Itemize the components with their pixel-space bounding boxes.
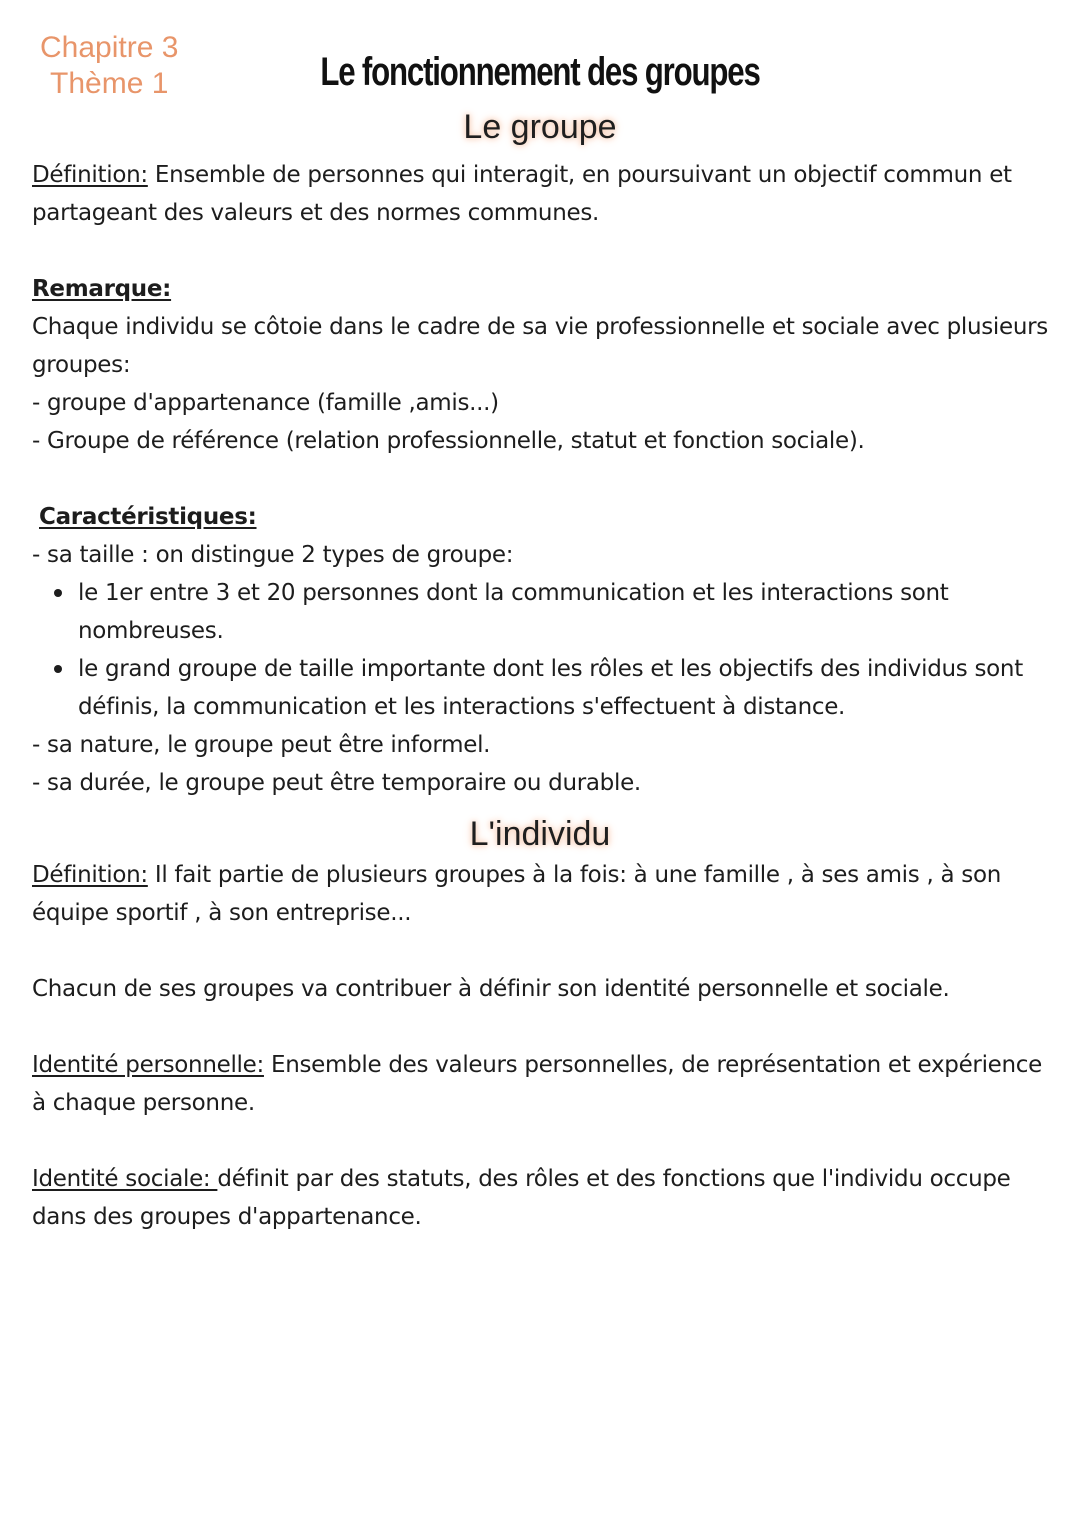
size-bullet-list [32, 574, 1052, 726]
remark-item: - Groupe de référence (relation professionnelle, statut et fonction sociale). [32, 428, 865, 454]
theme-number: Thème 1 [50, 67, 169, 100]
duration-line: - sa durée, le groupe peut être temporaire ou durable. [32, 770, 641, 796]
social-identity-text: définit par des statuts, des rôles et des fonctions que l'individu occupe dans des groupes d'appartenance. [32, 1166, 1011, 1230]
nature-line: - sa nature, le groupe peut être informel. [32, 732, 491, 758]
social-identity-label: Identité sociale: [32, 1166, 218, 1192]
size-line: - sa taille : on distingue 2 types de groupe: [32, 542, 514, 568]
social-identity-paragraph [32, 1160, 1052, 1236]
section-individu-content [32, 856, 1052, 1236]
list-item: le grand groupe de taille importante dont les rôles et les objectifs des individus sont définis, la communication et les interactions s'effectuent à distance. [32, 650, 1052, 726]
list-item: le 1er entre 3 et 20 personnes dont la communication et les interactions sont nombreuses. [32, 574, 1052, 650]
remark-heading: Remarque: [32, 276, 172, 302]
definition-paragraph [32, 856, 1052, 932]
definition-label: Définition: [32, 162, 148, 188]
chapter-number: Chapitre 3 [40, 31, 179, 64]
remark-item: - groupe d'appartenance (famille ,amis...) [32, 390, 499, 416]
section-title-individu: L'individu [469, 815, 611, 853]
definition-text: Ensemble de personnes qui interagit, en poursuivant un objectif commun et partageant des valeurs et des normes communes. [32, 162, 1012, 226]
definition-text: Il fait partie de plusieurs groupes à la fois: à une famille , à ses amis , à son équipe sportif , à son entreprise... [32, 862, 1002, 926]
identity-line: Chacun de ses groupes va contribuer à définir son identité personnelle et sociale. [32, 976, 950, 1002]
personal-identity-paragraph [32, 1046, 1052, 1122]
page-title: Le fonctionnement des groupes [320, 50, 760, 94]
definition-paragraph [32, 156, 1052, 232]
section-title-groupe: Le groupe [463, 108, 617, 146]
personal-identity-text: Ensemble des valeurs personnelles, de représentation et expérience à chaque personne. [32, 1052, 1042, 1116]
section-groupe-content [32, 156, 1052, 802]
characteristics-heading: Caractéristiques: [39, 504, 257, 530]
personal-identity-label: Identité personnelle: [32, 1052, 264, 1078]
remark-text: Chaque individu se côtoie dans le cadre de sa vie professionnelle et sociale avec plusieurs groupes: [32, 314, 1048, 378]
definition-label: Définition: [32, 862, 148, 888]
